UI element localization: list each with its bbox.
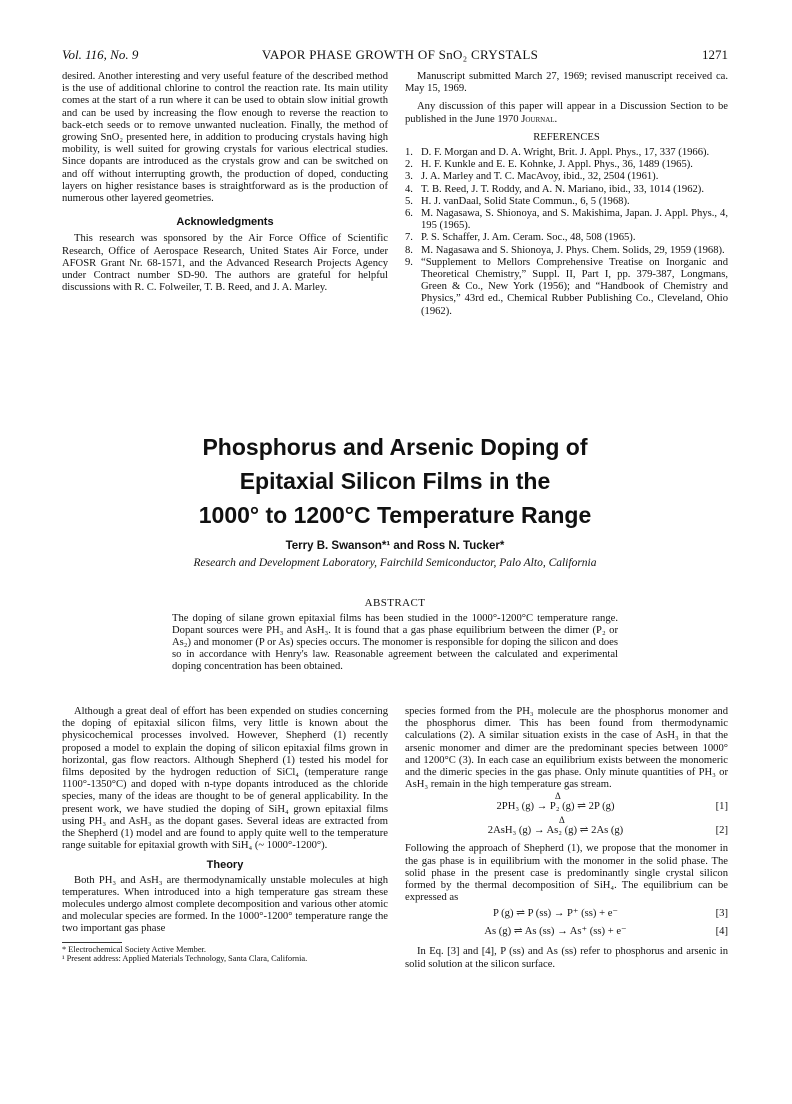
abstract-text: The doping of silane grown epitaxial films has been studied in the 1000°-1200°C temperature range. Dopant sources were PH₃ and AsH₃. It is found that a gas phase equilibrium between the dimer (P₂ or As₂) and monomer (P or As) species occurs. The monomer is responsible for doping the silicon and does so in accordance with Henry's law. Reasonable agreement between the calculated and experimental doping concentration has been obtained. xyxy=(172,613,618,672)
footnote-address: ¹ Present address: Applied Materials Technology, Santa Clara, California. xyxy=(62,954,308,964)
equation-1-number: [1] xyxy=(715,801,728,813)
header-volume: Vol. 116, No. 9 xyxy=(62,47,139,62)
reference-item: 1. D. F. Morgan and D. A. Wright, Brit. J. Appl. Phys., 17, 337 (1966). xyxy=(405,147,710,159)
conclusion-paragraph: desired. Another interesting and very useful feature of the described method is the use of additional chlorine to control the reaction rate. Its main utility comes at the start of a run where it can be used to obtain slow initial growth and can be used by increasing the flow enough to reverse the reaction to back-etch seeds or to remove unwanted nucleation. Finally, the method of growing SnO₂ presented here, in addition to producing crystals having high mobility, is well suited for growing crystals for various electrical studies. Since dopants are introduced as the crystals grow and can be switched on and off without interrupting growth, the production of doped, conducting layers on higher resistance bases is straightforward as is the production of numerous other layered geometries. xyxy=(62,71,388,205)
article-title xyxy=(62,430,728,532)
body-right-column xyxy=(405,706,728,971)
reference-item: 5. H. J. vanDaal, Solid State Commun., 6, 5 (1968). xyxy=(405,195,630,207)
references-heading: REFERENCES xyxy=(533,131,600,143)
solid-solution-paragraph: In Eq. [3] and [4], P (ss) and As (ss) refer to phosphorus and arsenic in solid solution at the silicon surface. xyxy=(405,946,728,970)
reference-item: 7. P. S. Schaffer, J. Am. Ceram. Soc., 48, 508 (1965). xyxy=(405,232,636,244)
body-left-column xyxy=(62,706,388,964)
theory-paragraph: Both PH₃ and AsH₃ are thermodynamically unstable molecules at high temperatures. When introduced into a high temperature gas stream these molecules undergo almost complete decomposition and various other atomic and molecular species are formed. In the 1000°-1200° temperature range the two important gas phase xyxy=(62,874,388,935)
header-page-number: 1271 xyxy=(702,47,728,62)
reference-item: 8. M. Nagasawa and S. Shionoya, J. Phys. Chem. Solids, 29, 1959 (1968). xyxy=(405,244,725,256)
equation-2-number: [2] xyxy=(715,825,728,837)
reference-item: 4. T. B. Reed, J. T. Roddy, and A. N. Mariano, ibid., 33, 1014 (1962). xyxy=(405,183,704,195)
equation-4 xyxy=(405,922,728,940)
species-paragraph: species formed from the PH₃ molecule are the phosphorus monomer and the phosphorus dimer. This has been found from thermodynamic calculations (2). A similar situation exists in the case of AsH₃ in that the arsenic monomer and dimer are the predominant species between 1000° and 1200°C (3). In each case an equilibrium exists between the monomeric and the dimeric species in the gas phase. Only minute quantities of PH₃ or AsH₃ remain in the high temperature gas stream. xyxy=(405,706,728,791)
equation-4-number: [4] xyxy=(715,926,728,938)
abstract-heading: ABSTRACT xyxy=(364,597,426,609)
affiliation: Research and Development Laboratory, Fairchild Semiconductor, Palo Alto, California xyxy=(193,557,597,569)
approach-paragraph: Following the approach of Shepherd (1), we propose that the monomer in the gas phase is in equilibrium with the monomer in the solid phase. The solid phase in the present case is predominantly single crystal silicon formed by the thermal decomposition of SiH₄. The equilibrium can be expressed as xyxy=(405,843,728,904)
discussion-note: Any discussion of this paper will appear in a Discussion Section to be published in the June 1970 Journal. xyxy=(405,101,728,125)
title-line: Phosphorus and Arsenic Doping of xyxy=(202,434,588,460)
journal-word: Journal. xyxy=(521,113,558,125)
equation-1-body: 2PH₃ (g) → P₂ (g) ⇌ 2P (g) xyxy=(496,801,615,813)
manuscript-note: Manuscript submitted March 27, 1969; revised manuscript received ca. May 15, 1969. xyxy=(405,71,728,95)
intro-paragraph: Although a great deal of effort has been expended on studies concerning the doping of epitaxial silicon films, very little is known about the physicochemical processes involved. However, Shepherd (1) recently proposed a model to explain the doping of silicon epitaxial films grown in horizontal, gas flow reactors. Although Shepherd (1) tested his model for films deposited by the hydrogen reduction of SiCl₄ (temperature range 1100°-1350°C) and doped with n-type dopants introduced as the chloride species, many of the ideas are thought to be of general applicability. In the present work, we have studied the doping of SiH₄ grown epitaxial films using PH₃ and AsH₃ as the dopant gases. Several ideas are extracted from the Shepherd (1) model and are found to apply quite well to the temperature range suitable for epitaxial growth with SiH₄ (~ 1000°-1200°). xyxy=(62,706,388,852)
reference-item: 9. “Supplement to Mellors Comprehensive Treatise on Inorganic and Theoretical Chemistry,” Suppl. II, Part I, pp. 379-387, Longmans, Green & Co., New York (1956); and “Handbook of Chemistry and Physics,” 43rd ed., Chemical Rubber Publishing Co., Cleveland, Ohio (1962). xyxy=(405,256,728,317)
footnote-member: * Electrochemical Society Active Member. xyxy=(62,944,206,954)
authors: Terry B. Swanson*¹ and Ross N. Tucker* xyxy=(285,540,505,552)
equation-4-body: As (g) ⇌ As (ss) → As⁺ (ss) + e⁻ xyxy=(484,926,627,938)
title-line: Epitaxial Silicon Films in the xyxy=(239,468,551,494)
top-right-column xyxy=(405,71,728,318)
reference-item: 6. M. Nagasawa, S. Shionoya, and S. Makishima, Japan. J. Appl. Phys., 4, 195 (1965). xyxy=(405,208,728,232)
reference-item: 2. H. F. Kunkle and E. E. Kohnke, J. Appl. Phys., 36, 1489 (1965). xyxy=(405,159,693,171)
acknowledgments-text: This research was sponsored by the Air Force Office of Scientific Research, Office of Aerospace Research, United States Air Force, under AFOSR Grant Nr. 68-1571, and the Advanced Research Projects Agency under Contract number SD-90. The authors are grateful for helpful discussions with R. C. Folweiler, T. B. Reed, and J. A. Marley. xyxy=(62,233,388,294)
equation-3-body: P (g) ⇌ P (ss) → P⁺ (ss) + e⁻ xyxy=(492,908,618,920)
references-list xyxy=(405,147,728,318)
equation-3 xyxy=(405,904,728,922)
equation-1 xyxy=(405,791,728,815)
delta-symbol: Δ xyxy=(559,815,565,826)
equation-2 xyxy=(405,815,728,839)
title-line: 1000° to 1200°C Temperature Range xyxy=(198,502,592,528)
equation-2-body: 2AsH₃ (g) → As₂ (g) ⇌ 2As (g) xyxy=(487,825,624,837)
delta-symbol: Δ xyxy=(555,791,561,802)
reference-item: 3. J. A. Marley and T. C. MacAvoy, ibid., 32, 2504 (1961). xyxy=(405,171,659,183)
acknowledgments-heading: Acknowledgments xyxy=(176,216,274,229)
header-title: VAPOR PHASE GROWTH OF SnO₂ CRYSTALS xyxy=(261,47,539,62)
equation-3-number: [3] xyxy=(715,908,728,920)
footnote-rule xyxy=(62,942,122,943)
theory-heading: Theory xyxy=(206,859,244,872)
top-left-column xyxy=(62,71,388,294)
